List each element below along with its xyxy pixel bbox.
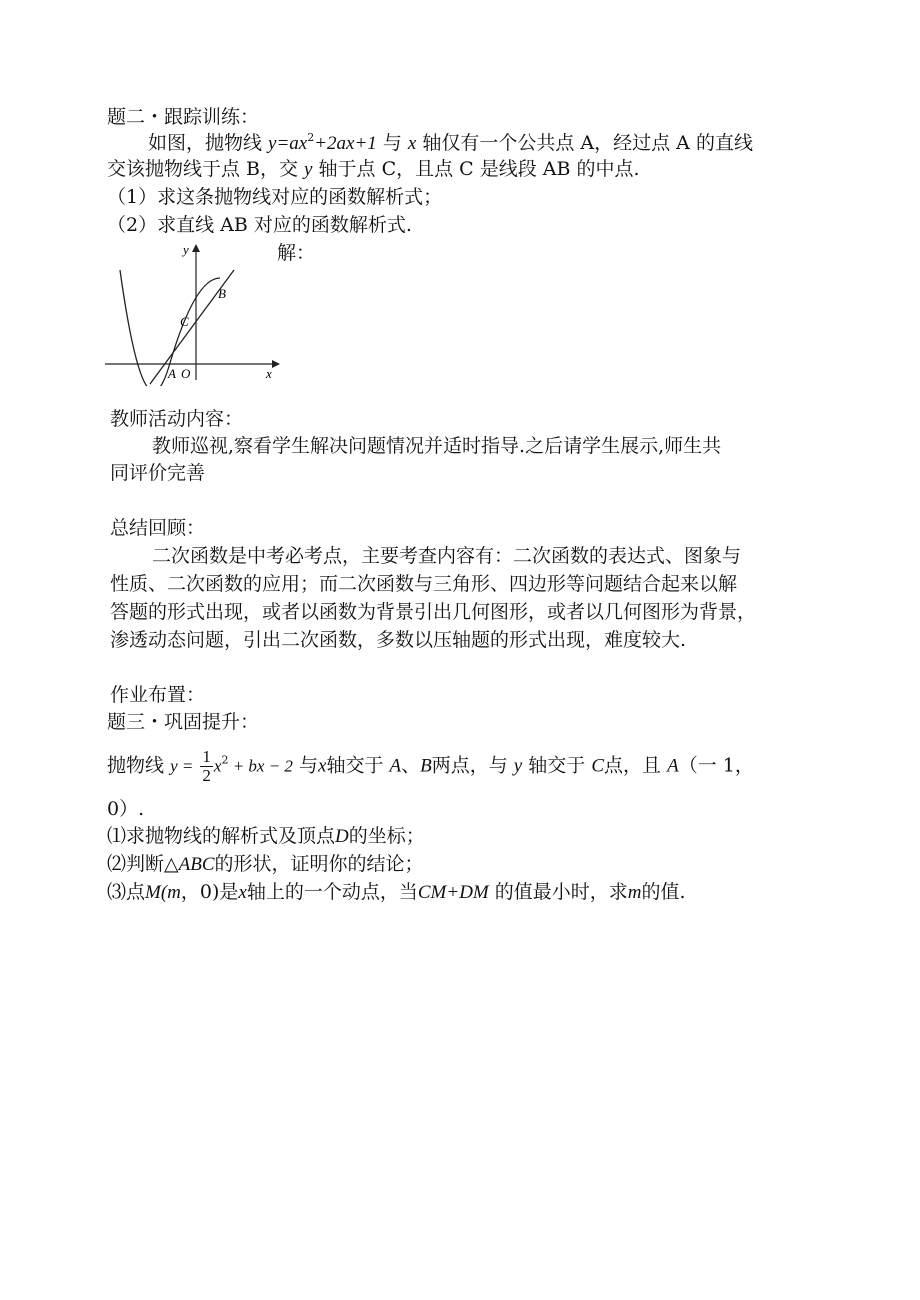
teacher-line2: 同评价完善 <box>110 462 206 484</box>
label-b: B <box>218 286 226 301</box>
homework-question-1: ⑴求抛物线的解析式及顶点D的坐标； <box>107 825 425 847</box>
fraction-one-half: $\frac{1}{2}$ <box>202 747 211 785</box>
homework-subheading: 题三・巩固提升： <box>107 711 260 733</box>
label-a: A <box>168 366 176 381</box>
label-c: C <box>180 314 189 329</box>
homework-question-3: ⑶点M(m，0)是x轴上的一个动点，当CM+DM 的值最小时，求m的值. <box>107 881 686 903</box>
summary-heading: 总结回顾： <box>110 517 206 539</box>
parabola-figure <box>100 238 285 386</box>
question-2: （2）求直线 AB 对应的函数解析式. <box>107 214 412 236</box>
section2-paragraph-line2: 交该抛物线于点 B，交 y 轴于点 C，且点 C 是线段 AB 的中点. <box>107 158 640 180</box>
label-x: x <box>266 366 272 381</box>
summary-line4: 渗透动态问题，引出二次函数，多数以压轴题的形式出现，难度较大. <box>110 629 687 651</box>
summary-line2: 性质、二次函数的应用；而二次函数与三角形、四边形等问题结合起来以解 <box>110 573 738 595</box>
y-axis-arrow-icon <box>192 244 200 252</box>
label-o: O <box>181 366 191 381</box>
summary-line1: 二次函数是中考必考点，主要考查内容有：二次函数的表达式、图象与 <box>152 545 742 567</box>
summary-line3: 答题的形式出现，或者以函数为背景引出几何图形，或者以几何图形为背景， <box>110 601 757 623</box>
teacher-heading: 教师活动内容： <box>110 408 244 430</box>
teacher-line1: 教师巡视,察看学生解决问题情况并适时指导.之后请学生展示,师生共 <box>152 435 722 457</box>
answer-label: 解： <box>277 242 316 264</box>
homework-problem-line1: 抛物线 y = $\frac{1}{2}$ $x^2$ + bx − 2 与x轴交于 A、B两点，与 y 轴交于 C点，且 A（一 1， <box>107 747 754 785</box>
section2-paragraph-line1: 如图，抛物线 $y=ax^2+2ax+1$ 与 x 轴仅有一个公共点 A，经过点 A 的直线 <box>148 131 753 154</box>
label-y: y <box>183 242 189 257</box>
question-1: （1）求这条抛物线对应的函数解析式； <box>107 186 443 208</box>
homework-problem-line2: 0）. <box>107 798 145 820</box>
x-axis-arrow-icon <box>272 360 280 368</box>
homework-heading: 作业布置： <box>110 684 206 706</box>
homework-question-2: ⑵判断△ABC的形状，证明你的结论； <box>107 853 424 875</box>
section2-heading: 题二・跟踪训练： <box>107 106 260 128</box>
